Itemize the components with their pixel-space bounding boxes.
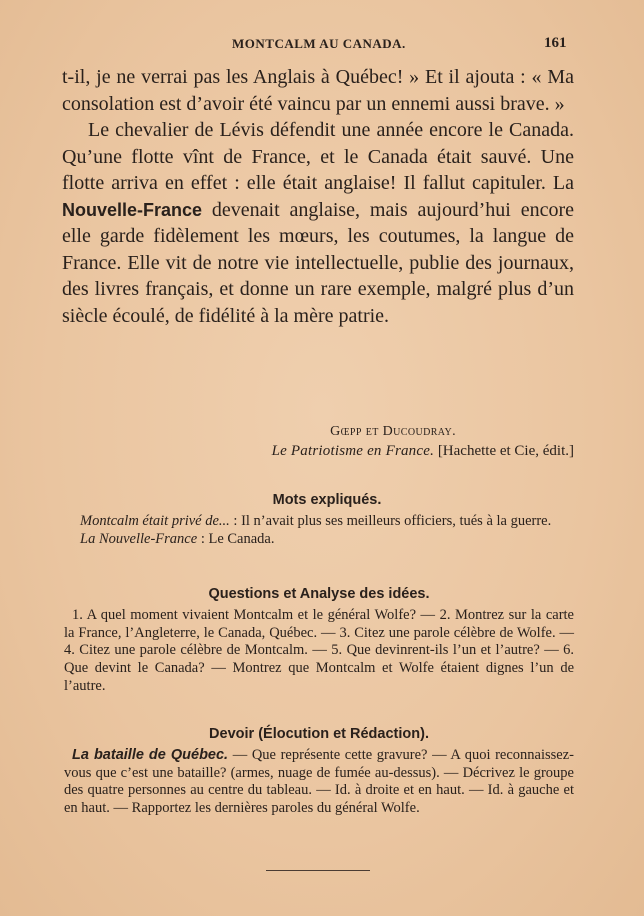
gloss-definition: : Il n’avait plus ses meilleurs officiers, tués à la guerre. (229, 512, 552, 529)
citation-title: Le Patriotisme en France. (271, 443, 435, 459)
gloss-item (80, 513, 574, 531)
devoir-body: — Que représente cette gravure? — A quoi reconnaissez-vous que c’est une bataille? (armes, nuage de fumée au-dessus). — Décrivez le groupe des quatre personnes au centre du tableau. — Id. à droite et en haut. — Id. à gauche et en haut. — Rapportez les dernières paroles du général Wolfe. (64, 746, 575, 817)
citation-authors: Gœpp et Ducoudray. (330, 424, 456, 439)
gloss-term: La Nouvelle-France (80, 530, 198, 547)
citation-publisher: [Hachette et Cie, édit.] (437, 443, 574, 459)
end-rule (266, 870, 370, 871)
mots-expliques-section (80, 492, 574, 548)
running-head (0, 36, 644, 56)
paragraph-2-end: devenait anglaise, mais aujourd’hui encore elle garde fidèlement les mœurs, les coutumes, la langue de France. Elle vit de notre vie intellectuelle, publie des journaux, des livres français, et donne un rare exemple, malgré plus d’un siècle écoulé, de fidélité à la mère patrie. (62, 198, 574, 327)
gloss-term: Montcalm était privé de... (80, 512, 230, 529)
main-text (62, 64, 574, 329)
gloss-item (80, 531, 574, 549)
devoir-section (64, 726, 574, 818)
questions-heading: Questions et Analyse des idées. (208, 586, 430, 602)
paragraph-2-start: Le chevalier de Lévis défendit une année encore le Canada. Qu’une flotte vînt de France, et le Canada était sauvé. Une flotte arriva en effet : elle était anglaise! Il fallut capituler. La (62, 119, 574, 194)
devoir-text (64, 747, 574, 818)
citation-source (180, 443, 574, 460)
devoir-heading: Devoir (Élocution et Rédaction). (209, 726, 429, 742)
page-number: 161 (544, 35, 567, 51)
paragraph-2 (62, 117, 574, 329)
mots-expliques-heading: Mots expliqués. (272, 492, 382, 508)
questions-text: 1. A quel moment vivaient Montcalm et le général Wolfe? — 2. Montrez sur la carte la France, l’Angleterre, le Canada, Québec. — 3. Citez une parole célèbre de Wolfe. — 4. Citez une parole célèbre de Montcalm. — 5. Que devinrent-ils l’un et l’autre? — 6. Que devint le Canada? — Montrez que Montcalm et Wolfe étaient dignes l’un de l’autre. (64, 606, 574, 694)
citation (180, 424, 574, 460)
questions-section (64, 586, 574, 696)
paragraph-1: t-il, je ne verrai pas les Anglais à Québec! » Et il ajouta : « Ma consolation est d’avoir été vaincu par un ennemi aussi brave. » (62, 66, 574, 115)
nouvelle-france-emphasis: Nouvelle-France (62, 199, 203, 220)
gloss-definition: : Le Canada. (197, 530, 275, 547)
devoir-lead: La bataille de Québec. (72, 746, 229, 763)
running-title: MONTCALM AU CANADA. (232, 36, 406, 51)
